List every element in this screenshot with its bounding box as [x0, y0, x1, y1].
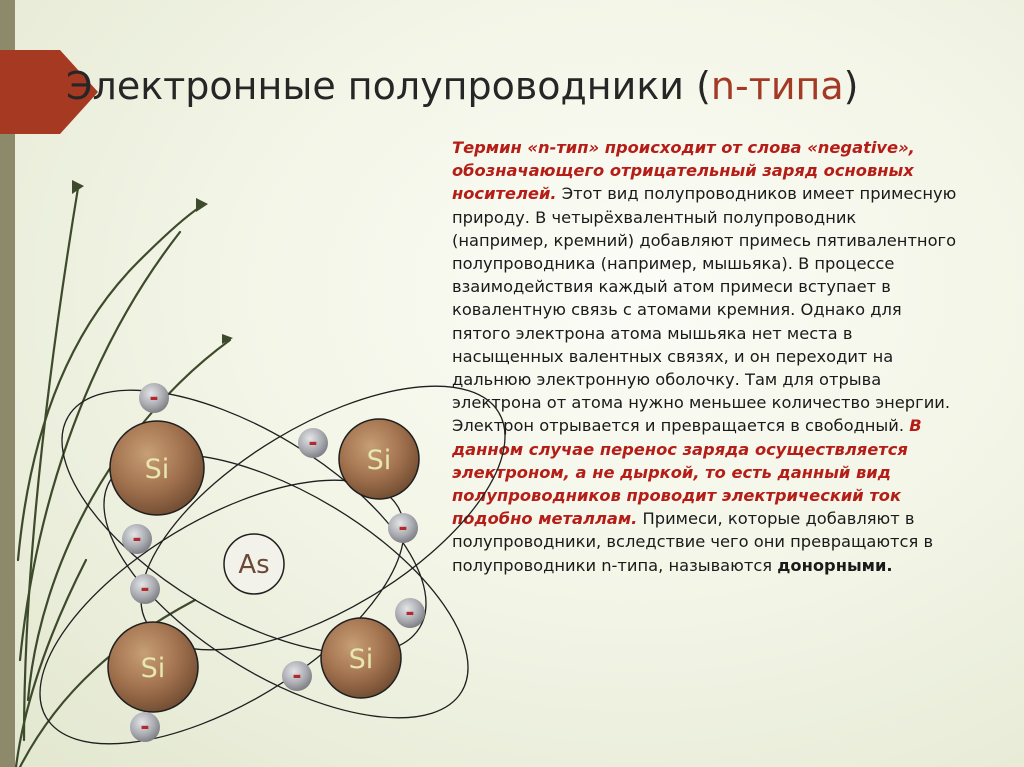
electron — [388, 513, 418, 543]
title-close: ) — [843, 64, 859, 108]
electron — [395, 598, 425, 628]
definition-text: Термин «n-тип» происходит от слова «negative», обозначающего отрицательный заряд основных носителей. — [452, 138, 915, 204]
electron — [282, 661, 312, 691]
electron-sign: - — [140, 577, 150, 602]
electron-sign: - — [308, 431, 318, 456]
silicon-label: Si — [366, 445, 392, 476]
silicon-label: Si — [140, 653, 166, 684]
donor-term: донорными. — [777, 555, 893, 575]
electron — [130, 574, 160, 604]
atom-as-center — [224, 534, 284, 594]
electron-sign: - — [132, 527, 142, 552]
silicon-label: Si — [144, 454, 170, 485]
silicon-label: Si — [348, 644, 374, 675]
electron-sign: - — [140, 715, 150, 740]
arsenic-label: As — [238, 550, 270, 580]
electron-sign: - — [398, 516, 408, 541]
electron-sign: - — [405, 601, 415, 626]
title-main: Электронные полупроводники ( — [66, 64, 711, 108]
explanation-text: Этот вид полупроводников имеет примесную природу. В четырёхвалентный полупроводник (например, кремний) добавляют примесь пятивалентного полупроводника (например, мышьяка). В процессе взаимодействия каждый атом примеси вступает в ковалентную связь с атомами кремния. Однако для пятого электрона атома мышьяка нет места в насыщенных валентных связях, и он переходит на дальнюю электронную оболочку. Там для отрыва электрона от атома нужно меньшее количество энергии. Электрон отрывается и превращается в свободный. — [452, 184, 957, 436]
atom-si-bottom-right — [321, 618, 401, 698]
atom-si-bottom-left — [108, 622, 198, 712]
donor-intro-text: Примеси, которые добавляют в полупроводники, вследствие чего они превращаются в полупроводники n-типа, называются — [452, 509, 934, 575]
electron-sign: - — [292, 664, 302, 689]
electron — [139, 383, 169, 413]
electron — [122, 524, 152, 554]
electron — [130, 712, 160, 742]
atom-si-top-right — [339, 419, 419, 499]
electron — [298, 428, 328, 458]
electron-sign: - — [149, 386, 159, 411]
conclusion-text: В данном случае перенос заряда осуществляется электроном, а не дыркой, то есть данный вид полупроводников проводит электрический ток подобно металлам. — [452, 416, 922, 529]
atom-si-top-left — [110, 421, 204, 515]
title-accent: n-типа — [710, 64, 844, 108]
